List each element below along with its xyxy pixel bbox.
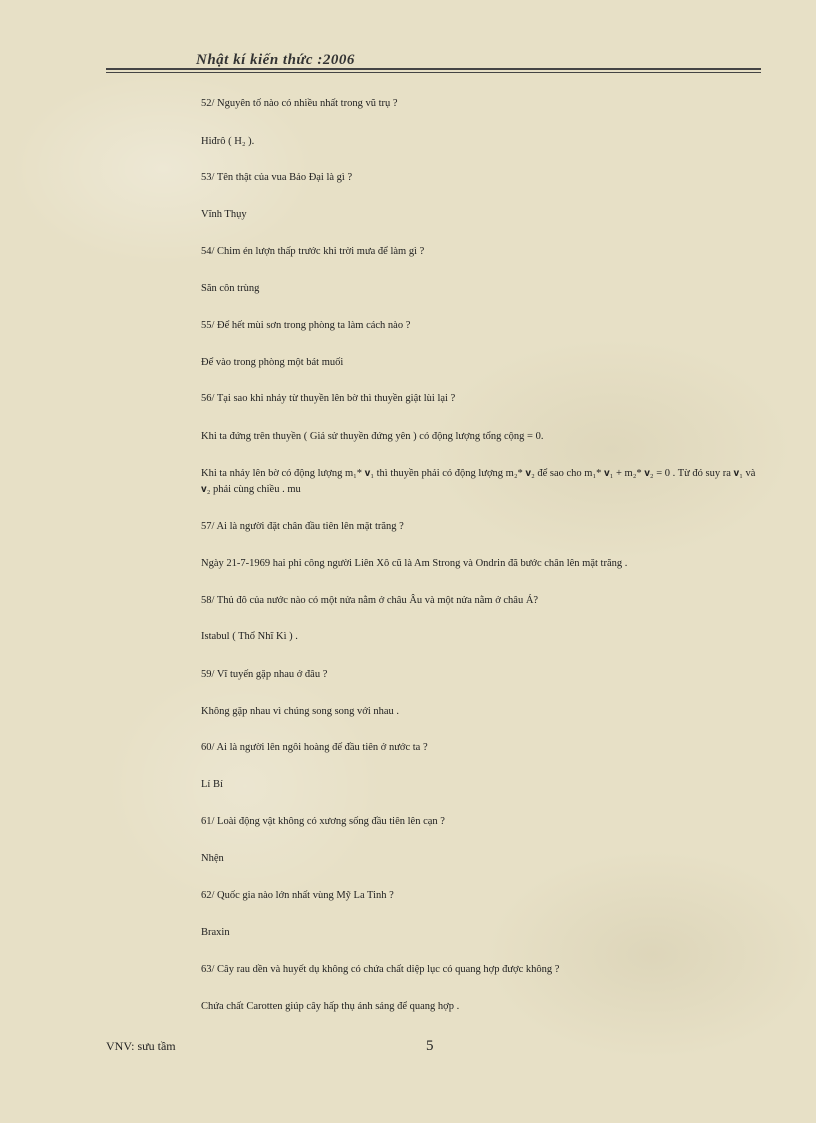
answer-63: Chứa chất Carotten giúp cây hấp thụ ánh sáng để quang hợp . — [201, 1001, 460, 1012]
answer-61: Nhện — [201, 853, 224, 864]
page-number: 5 — [426, 1038, 434, 1054]
answer-57: Ngày 21-7-1969 hai phi công người Liên Xô cũ là Am Strong và Ondrin đã bước chân lên mặt trăng . — [201, 558, 628, 569]
answer-62: Braxin — [201, 927, 230, 938]
question-61: 61/ Loài động vật không có xương sống đầu tiên lên cạn ? — [201, 816, 445, 827]
answer-53: Vĩnh Thụy — [201, 209, 247, 220]
answer-60: Lí Bí — [201, 779, 223, 790]
answer-56-part-1: Khi ta đứng trên thuyền ( Giả sử thuyền đứng yên ) có động lượng tổng cộng = 0. — [201, 431, 544, 442]
question-58: 58/ Thủ đô của nước nào có một nửa nằm ở châu Âu và một nửa nằm ở châu Á? — [201, 595, 539, 606]
question-59: 59/ Vĩ tuyến gặp nhau ở đâu ? — [201, 669, 328, 680]
answer-56-part-2: Khi ta nhảy lên bờ có động lượng m₁* 𝐯₁ thì thuyền phải có động lượng m₂* 𝐯₂ để sao cho m₁* 𝐯₁ + m₂* 𝐯₂ = 0 . Từ đó suy ra 𝐯₁ và 𝐯₂ phải cùng chiều . mu — [201, 468, 756, 495]
question-63: 63/ Cây rau dền và huyết dụ không có chứa chất diệp lục có quang hợp được không ? — [201, 964, 560, 975]
footer-credit: VNV: sưu tầm — [106, 1039, 176, 1053]
answer-58: Istabul ( Thổ Nhĩ Kì ) . — [201, 631, 298, 642]
question-57: 57/ Ai là người đặt chân đầu tiên lên mặt trăng ? — [201, 521, 404, 532]
question-56: 56/ Tại sao khi nhảy từ thuyền lên bờ thì thuyền giật lùi lại ? — [201, 393, 456, 404]
question-54: 54/ Chim én lượn thấp trước khi trời mưa để làm gì ? — [201, 246, 425, 257]
answer-54: Săn côn trùng — [201, 283, 260, 294]
page-header-title: Nhật kí kiến thức :2006 — [196, 52, 355, 68]
answer-55: Để vào trong phòng một bát muối — [201, 357, 344, 368]
question-62: 62/ Quốc gia nào lớn nhất vùng Mỹ La Tinh ? — [201, 890, 394, 901]
header-rule-thick — [106, 68, 761, 70]
question-55: 55/ Để hết mùi sơn trong phòng ta làm cách nào ? — [201, 320, 411, 331]
question-53: 53/ Tên thật của vua Bảo Đại là gì ? — [201, 172, 353, 183]
answer-59: Không gặp nhau vì chúng song song với nhau . — [201, 706, 400, 717]
answer-52: Hiđrô ( H₂ ). — [201, 136, 255, 147]
question-52: 52/ Nguyên tố nào có nhiều nhất trong vũ trụ ? — [201, 98, 398, 109]
header-rule-thin — [106, 72, 761, 73]
question-60: 60/ Ai là người lên ngôi hoàng đế đầu tiên ở nước ta ? — [201, 742, 428, 753]
